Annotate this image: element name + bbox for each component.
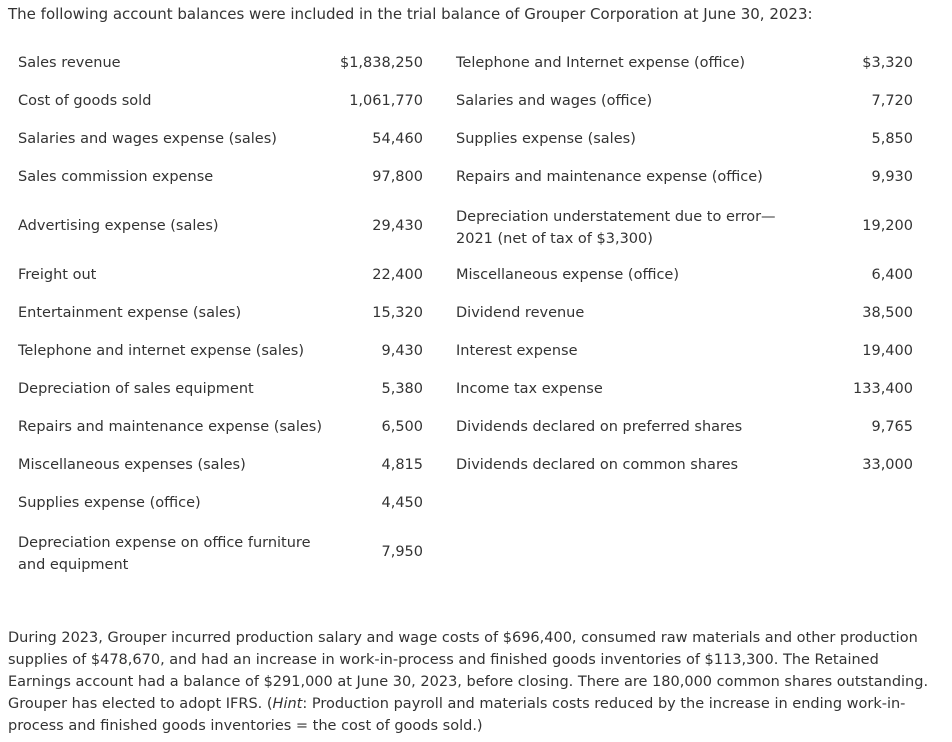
- right-account-amount: $3,320: [862, 55, 913, 71]
- right-account-label: Miscellaneous expense (office): [456, 267, 680, 283]
- right-account-label: Dividend revenue: [456, 305, 585, 321]
- left-account-label: Entertainment expense (sales): [18, 305, 242, 321]
- right-account-label: Dividends declared on preferred shares: [456, 419, 743, 435]
- left-account-label: Miscellaneous expenses (sales): [18, 457, 246, 473]
- left-account-label: Depreciation expense on office furniture and equipment: [18, 535, 311, 573]
- left-account-label: Salaries and wages expense (sales): [18, 131, 277, 147]
- left-account-label: Telephone and internet expense (sales): [18, 343, 304, 359]
- right-account-amount: 5,850: [871, 131, 913, 147]
- left-account-amount: 15,320: [372, 305, 423, 321]
- right-account-amount: 6,400: [871, 267, 913, 283]
- hint-label: Hint: [272, 696, 303, 712]
- right-account-label: Dividends declared on common shares: [456, 457, 739, 473]
- problem-note: [8, 627, 944, 737]
- left-account-amount: 22,400: [372, 267, 423, 283]
- left-account-amount: 5,380: [381, 381, 423, 397]
- left-account-amount: 54,460: [372, 131, 423, 147]
- left-account-amount: 9,430: [381, 343, 423, 359]
- right-account-label: Telephone and Internet expense (office): [456, 55, 746, 71]
- right-account-amount: 7,720: [871, 93, 913, 109]
- right-account-amount: 19,400: [862, 343, 913, 359]
- left-account-label: Freight out: [18, 267, 97, 283]
- right-account-label: Income tax expense: [456, 381, 603, 397]
- hint-text: : Production payroll and materials costs reduced by the increase in ending work-in-process and finished goods inventories = the cost of goods sold.): [8, 696, 906, 734]
- left-account-amount: 4,815: [381, 457, 423, 473]
- intro-text: The following account balances were included in the trial balance of Grouper Corporation at June 30, 2023:: [8, 5, 813, 23]
- right-account-amount: 133,400: [853, 381, 913, 397]
- right-account-label: Repairs and maintenance expense (office): [456, 169, 763, 185]
- left-account-amount: 97,800: [372, 169, 423, 185]
- left-account-amount: 7,950: [381, 544, 423, 560]
- left-account-label: Advertising expense (sales): [18, 218, 219, 234]
- left-account-amount: 4,450: [381, 495, 423, 511]
- left-account-label: Sales revenue: [18, 55, 121, 71]
- left-account-label: Sales commission expense: [18, 169, 214, 185]
- left-account-amount: 1,061,770: [349, 93, 423, 109]
- right-account-label: Interest expense: [456, 343, 578, 359]
- left-account-label: Repairs and maintenance expense (sales): [18, 419, 322, 435]
- left-account-amount: 6,500: [381, 419, 423, 435]
- right-account-amount: 9,930: [871, 169, 913, 185]
- right-account-amount: 33,000: [862, 457, 913, 473]
- left-account-amount: 29,430: [372, 218, 423, 234]
- left-account-label: Cost of goods sold: [18, 93, 152, 109]
- right-account-amount: 38,500: [862, 305, 913, 321]
- right-account-label: Salaries and wages (office): [456, 93, 653, 109]
- left-account-amount: $1,838,250: [339, 55, 423, 71]
- right-account-amount: 9,765: [871, 419, 913, 435]
- right-account-amount: 19,200: [862, 218, 913, 234]
- left-account-label: Depreciation of sales equipment: [18, 381, 254, 397]
- note-text: During 2023, Grouper incurred production salary and wage costs of $696,400, consumed raw materials and other production supplies of $478,670, and had an increase in work-in-process and finished goods inventories of $113,300. The Retained Earnings account had a balance of $291,000 at June 30, 2023, before closing. There are 180,000 common shares outstanding. Grouper has elected to adopt IFRS. (: [8, 630, 929, 712]
- right-account-label: Supplies expense (sales): [456, 131, 636, 147]
- left-account-label: Supplies expense (office): [18, 495, 201, 511]
- right-account-label: Depreciation understatement due to error—2021 (net of tax of $3,300): [456, 209, 776, 247]
